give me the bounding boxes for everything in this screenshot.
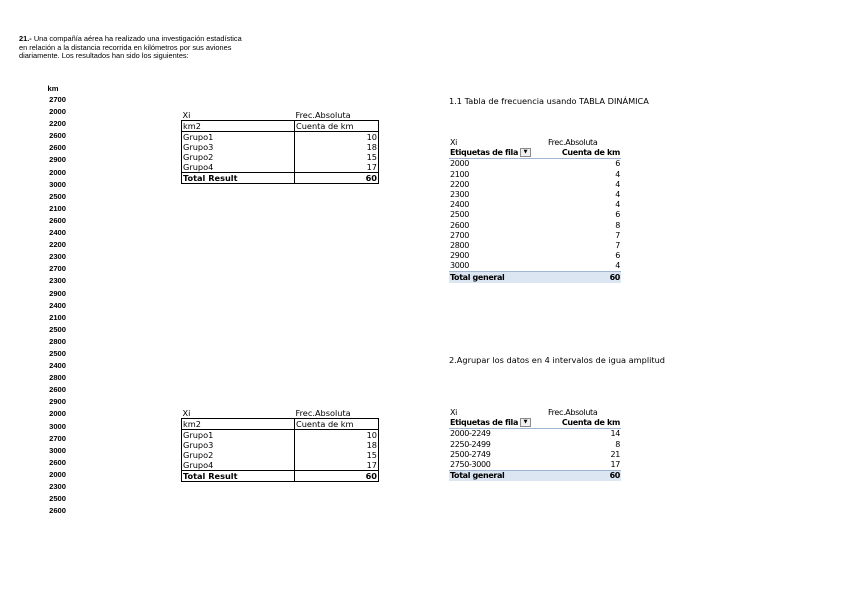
row-labels-header-text: Etiquetas de fila xyxy=(450,418,518,428)
row-count-cell: 8 xyxy=(615,439,620,449)
pivot-row[interactable] xyxy=(449,429,621,440)
count-cell: 18 xyxy=(295,142,379,152)
grouping-heading: 2.Agrupar los datos en 4 intervalos de igua amplitud xyxy=(449,355,665,365)
row-count-cell: 6 xyxy=(615,159,620,169)
count-cell: 15 xyxy=(295,450,379,460)
pivot-row[interactable] xyxy=(449,460,621,471)
pivot-table-2[interactable] xyxy=(449,408,621,481)
km-value: 2400 xyxy=(49,361,66,371)
km-value: 3000 xyxy=(49,179,66,189)
table-row xyxy=(182,430,379,441)
header-cuenta: Cuenta de km xyxy=(295,121,379,132)
pivot-row[interactable] xyxy=(449,210,621,220)
group-cell: Grupo1 xyxy=(182,430,295,441)
km-value: 2600 xyxy=(49,385,66,395)
total-label: Total Result xyxy=(182,471,295,482)
km-value: 2600 xyxy=(49,143,66,153)
pivot-row[interactable] xyxy=(449,159,621,170)
pivot-row[interactable] xyxy=(449,231,621,241)
group-cell: Grupo4 xyxy=(182,162,295,173)
pivot-row[interactable] xyxy=(449,251,621,261)
km-value: 2400 xyxy=(49,300,66,310)
km-value: 2700 xyxy=(49,264,66,274)
row-label-cell: 2700 xyxy=(450,230,469,240)
count-cell: 10 xyxy=(295,132,379,143)
pivot-row[interactable] xyxy=(449,200,621,210)
km-value: 2000 xyxy=(49,167,66,177)
group-cell: Grupo1 xyxy=(182,132,295,143)
row-count-cell: 4 xyxy=(615,200,620,210)
pivot-table-1[interactable] xyxy=(449,138,621,283)
km-value: 2100 xyxy=(49,312,66,322)
freq-table-heading: 1.1 Tabla de frecuencia usando TABLA DINÁMICA xyxy=(449,96,649,106)
table-row xyxy=(182,142,379,152)
km-value: 2800 xyxy=(49,336,66,346)
row-count-cell: 7 xyxy=(615,240,620,250)
row-label-cell: 2250-2499 xyxy=(450,439,491,449)
count-cell: 15 xyxy=(295,152,379,162)
row-labels-header xyxy=(449,148,547,159)
row-label-cell: 2500 xyxy=(450,210,469,220)
table-row xyxy=(182,460,379,471)
total-value: 60 xyxy=(547,471,621,482)
row-label-cell: 2200 xyxy=(450,179,469,189)
row-count-cell: 17 xyxy=(610,460,620,470)
header-km2: km2 xyxy=(182,419,295,430)
result-table-1 xyxy=(181,110,379,184)
row-label-cell: 2600 xyxy=(450,220,469,230)
row-count-cell: 6 xyxy=(615,251,620,261)
count-cell: 17 xyxy=(295,460,379,471)
table-row xyxy=(182,152,379,162)
row-count-cell: 8 xyxy=(615,220,620,230)
col-label-xi: Xi xyxy=(182,408,191,418)
pivot-row[interactable] xyxy=(449,190,621,200)
km-value: 2500 xyxy=(49,191,66,201)
table-row xyxy=(182,162,379,173)
row-label-cell: 2300 xyxy=(450,190,469,200)
km-value: 2300 xyxy=(49,482,66,491)
total-value: 60 xyxy=(547,272,621,283)
km-value: 2200 xyxy=(49,240,66,250)
table-row xyxy=(182,440,379,450)
km-value: 2900 xyxy=(49,397,66,407)
km-value: 2100 xyxy=(49,203,66,213)
row-count-cell: 4 xyxy=(615,261,620,271)
km-value: 2500 xyxy=(49,494,66,504)
group-cell: Grupo3 xyxy=(182,142,295,152)
col-label-frec: Frec.Absoluta xyxy=(295,408,351,418)
pivot-row[interactable] xyxy=(449,450,621,460)
row-label-cell: 2500-2749 xyxy=(450,449,491,459)
km-value: 2900 xyxy=(49,155,66,165)
count-cell: 17 xyxy=(295,162,379,173)
dropdown-arrow-icon[interactable]: ▼ xyxy=(520,148,531,157)
problem-number: 21.- xyxy=(19,34,32,43)
total-value: 60 xyxy=(295,173,379,184)
km-value: 2300 xyxy=(49,276,66,286)
row-count-cell: 6 xyxy=(615,210,620,220)
col-label-frec: Frec.Absoluta xyxy=(548,138,598,148)
total-label: Total general xyxy=(449,471,547,482)
table-row xyxy=(182,450,379,460)
row-count-cell: 21 xyxy=(610,449,620,459)
km-value: 3000 xyxy=(49,421,66,431)
total-row xyxy=(449,272,621,283)
total-row xyxy=(182,173,379,184)
count-header: Cuenta de km xyxy=(547,148,621,159)
km-value: 2700 xyxy=(49,95,66,104)
km-values-list xyxy=(40,94,66,517)
header-km2: km2 xyxy=(182,121,295,132)
total-label: Total general xyxy=(449,272,547,283)
pivot-row[interactable] xyxy=(449,221,621,231)
km-value: 2600 xyxy=(49,131,66,141)
row-count-cell: 4 xyxy=(615,169,620,179)
km-value: 2500 xyxy=(49,324,66,334)
km-value: 2500 xyxy=(49,348,66,358)
col-label-frec: Frec.Absoluta xyxy=(295,110,351,120)
km-value: 3000 xyxy=(49,445,66,455)
row-count-cell: 14 xyxy=(610,429,620,439)
problem-text: Una compañía aérea ha realizado una investigación estadística en relación a la distancia recorrida en kilómetros por sus aviones diariamente. Los resultados han sido los siguientes: xyxy=(19,34,242,61)
count-header: Cuenta de km xyxy=(547,418,621,429)
col-label-xi: Xi xyxy=(182,110,191,120)
km-value: 2600 xyxy=(49,506,66,516)
km-value: 2300 xyxy=(49,252,66,262)
km-value: 2600 xyxy=(49,457,66,467)
km-value: 2700 xyxy=(49,433,66,443)
count-cell: 18 xyxy=(295,440,379,450)
pivot-row[interactable] xyxy=(449,180,621,190)
result-table-2 xyxy=(181,408,379,482)
km-column-header: km xyxy=(47,84,59,93)
row-label-cell: 2000 xyxy=(450,159,469,169)
dropdown-arrow-icon[interactable]: ▼ xyxy=(520,418,531,427)
row-labels-header xyxy=(449,418,547,429)
row-count-cell: 7 xyxy=(615,230,620,240)
col-label-xi: Xi xyxy=(450,138,458,148)
row-label-cell: 2000-2249 xyxy=(450,429,491,439)
col-label-xi: Xi xyxy=(450,408,458,418)
group-cell: Grupo3 xyxy=(182,440,295,450)
row-labels-header-text: Etiquetas de fila xyxy=(450,148,518,158)
group-cell: Grupo2 xyxy=(182,450,295,460)
km-value: 2000 xyxy=(49,107,66,117)
pivot-row[interactable] xyxy=(449,170,621,180)
header-cuenta: Cuenta de km xyxy=(295,419,379,430)
col-label-frec: Frec.Absoluta xyxy=(548,408,598,418)
row-count-cell: 4 xyxy=(615,190,620,200)
total-row xyxy=(182,471,379,482)
total-row xyxy=(449,471,621,482)
count-cell: 10 xyxy=(295,430,379,441)
group-cell: Grupo4 xyxy=(182,460,295,471)
row-label-cell: 2800 xyxy=(450,240,469,250)
pivot-row[interactable] xyxy=(449,241,621,251)
pivot-row[interactable] xyxy=(449,440,621,450)
row-label-cell: 2400 xyxy=(450,200,469,210)
km-data-column xyxy=(40,83,66,517)
km-value: 2900 xyxy=(49,288,66,298)
problem-statement xyxy=(19,35,242,61)
row-label-cell: 2750-3000 xyxy=(450,460,491,470)
km-value: 2800 xyxy=(49,373,66,383)
row-count-cell: 4 xyxy=(615,179,620,189)
total-label: Total Result xyxy=(182,173,295,184)
group-cell: Grupo2 xyxy=(182,152,295,162)
row-label-cell: 3000 xyxy=(450,261,469,271)
km-value: 2000 xyxy=(49,469,66,479)
row-label-cell: 2900 xyxy=(450,251,469,261)
row-label-cell: 2100 xyxy=(450,169,469,179)
table-row xyxy=(182,132,379,143)
km-value: 2600 xyxy=(49,215,66,225)
km-value: 2200 xyxy=(49,119,66,129)
pivot-row[interactable] xyxy=(449,261,621,272)
total-value: 60 xyxy=(295,471,379,482)
km-value: 2000 xyxy=(49,409,66,419)
km-value: 2400 xyxy=(49,228,66,238)
